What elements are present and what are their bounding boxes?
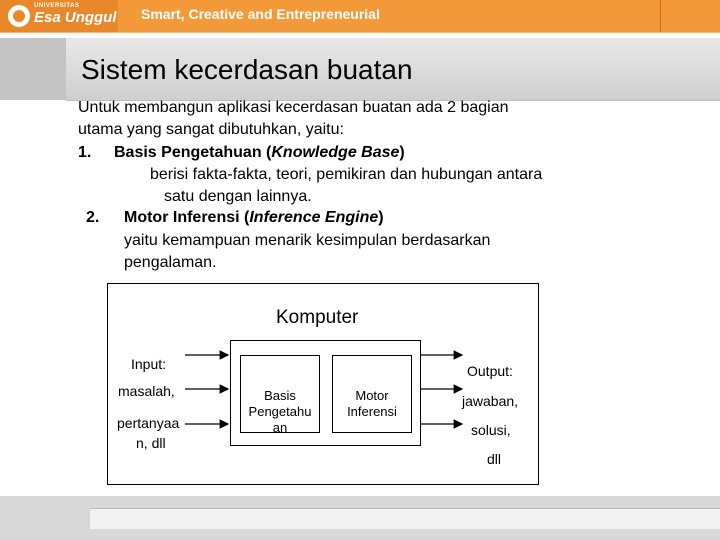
item-1-desc-2: satu dengan lainnya. [164, 188, 312, 205]
item-2-italic: Inference Engine [249, 209, 379, 226]
item-1-desc-1: berisi fakta-fakta, teori, pemikiran dan hubungan antara [150, 166, 543, 183]
item-1-italic: Knowledge Base [271, 144, 400, 161]
logo-small-text: UNIVERSITAS [34, 3, 80, 9]
input-item-2a: pertanyaa [117, 415, 180, 431]
footer-bar [0, 496, 720, 540]
intro-line-2: utama yang sangat dibutuhkan, yaitu: [78, 121, 344, 138]
header-tagline: Smart, Creative and Entrepreneurial [141, 6, 380, 22]
box-2-line-1: Motor [355, 388, 389, 403]
item-1-head: Basis Pengetahuan ( [114, 144, 272, 161]
item-2-desc-1: yaitu kemampuan menarik kesimpulan berdasarkan [124, 232, 491, 249]
input-item-2b: n, dll [136, 435, 166, 451]
input-label: Input: [131, 356, 167, 372]
input-item-1: masalah, [118, 383, 175, 399]
logo-name: Esa Unggul [34, 9, 117, 26]
item-2-number: 2. [86, 209, 100, 226]
item-1-number: 1. [78, 144, 92, 161]
output-label: Output: [467, 363, 513, 379]
item-1-close: ) [399, 144, 405, 161]
item-2-head: Motor Inferensi ( [124, 209, 250, 226]
item-2-desc-2: pengalaman. [124, 254, 217, 271]
box-1-line-3: an [272, 420, 288, 435]
output-item-3: dll [487, 451, 502, 467]
diagram-title: Komputer [276, 307, 359, 328]
box-2-line-2: Inferensi [347, 404, 397, 419]
intro-line-1: Untuk membangun aplikasi kecerdasan buatan ada 2 bagian [78, 99, 509, 116]
output-item-1: jawaban, [462, 393, 519, 409]
slide-title: Sistem kecerdasan buatan [81, 54, 413, 85]
footer-band [90, 508, 720, 529]
item-2-close: ) [378, 209, 384, 226]
box-1-line-1: Basis [264, 388, 296, 403]
output-item-2: solusi, [471, 422, 511, 438]
box-1-line-2: Pengetahu [248, 404, 312, 419]
